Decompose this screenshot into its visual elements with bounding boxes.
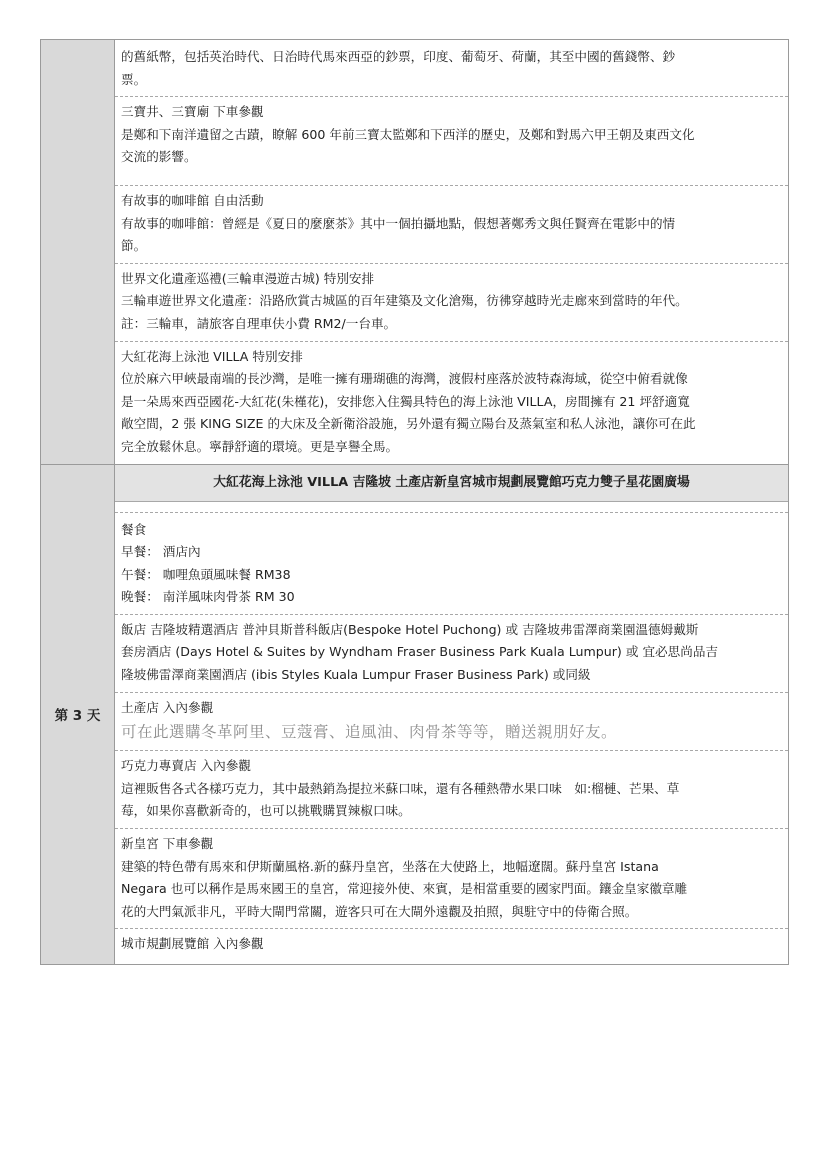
meals-section [115,513,788,615]
section-title: 有故事的咖啡館 自由活動 [121,192,264,208]
text-line: 有故事的咖啡館：曾經是《夏日的麼麼茶》其中一個拍攝地點，假想著鄭秀文與任賢齊在電影中的情 [121,215,676,231]
day-cell-previous [41,40,115,464]
text-line: 節。 [121,238,147,254]
section-title: 世界文化遺產巡禮(三輪車漫遊古城) 特別安排 [121,270,375,286]
section-title: 新皇宮 下車參觀 [121,836,214,852]
section-title: 三寶井、三寶廟 下車參觀 [121,104,264,120]
text-line: 敞空間，2 張 KING SIZE 的大床及全新衛浴設施，另外還有獨立陽台及蒸氣室和私人泳池，讓你可在此 [121,416,696,432]
sanbao-temple-section [115,97,788,186]
text-line: 這裡販售各式各樣巧克力，其中最熱銷為提拉米蘇口味，還有各種熱帶水果口味 如:榴槤、芒果、草 [121,780,680,796]
text-line: 註：三輪車，請旅客自理車伕小費 RM2/一台車。 [121,315,397,331]
divider [115,502,788,513]
text-line: 位於麻六甲峽最南端的長沙灣，是唯一擁有珊瑚礁的海灣，渡假村座落於波特森海域，從空中俯看就像 [121,371,688,387]
text-line: 花的大門氣派非凡，平時大閘門常關，遊客只可在大閘外遠觀及拍照，與駐守中的侍衛合照。 [121,903,638,919]
souvenir-shop-section [115,693,788,752]
text-line: 是鄭和下南洋遺留之古蹟，瞭解 600 年前三寶太監鄭和下西洋的歷史，及鄭和對馬六甲王朝及東西文化 [121,126,695,142]
text-line: 飯店 吉隆坡精選酒店 普沖貝斯普科飯店(Bespoke Hotel Puchong) 或 吉隆坡弗雷澤商業園溫德姆戴斯 [121,621,699,637]
story-cafe-section [115,186,788,264]
text-line: 套房酒店 (Days Hotel & Suites by Wyndham Fraser Business Park Kuala Lumpur) 或 宜必思尚品吉 [121,644,719,660]
section-title: 土產店 入內參觀 [121,699,214,715]
text-line: 隆坡佛雷澤商業園酒店 (ibis Styles Kuala Lumpur Fraser Business Park) 或同級 [121,667,591,683]
section-title: 城市規劃展覽館 入內參觀 [121,936,264,952]
text-line: 完全放鬆休息。寧靜舒適的環境。更是享譽全馬。 [121,438,399,454]
text-line: 是一朵馬來西亞國花-大紅花(朱槿花)，安排您入住獨具特色的海上泳池 VILLA，房間擁有 21 坪舒適寬 [121,393,690,409]
text-line: 三輪車遊世界文化遺產：沿路欣賞古城區的百年建築及文化滄殤，彷彿穿越時光走廊來到當時的年代。 [121,293,688,309]
souvenir-note: 可在此選購冬革阿里、豆蔻膏、追風油、肉骨茶等等，贈送親朋好友。 [121,723,618,742]
new-palace-section [115,829,788,929]
day-route-title: 大紅花海上泳池 VILLA 吉隆坡 土產店新皇宮城市規劃展覽館巧克力雙子星花園廣場 [115,465,788,502]
city-gallery-section [115,929,788,964]
day-label: 第 3 天 [54,708,101,725]
text-line: 建築的特色帶有馬來和伊斯蘭風格.新的蘇丹皇宮，坐落在大使路上，地幅遼闊。蘇丹皇宮 Istana [121,858,659,874]
trishaw-tour-section [115,264,788,342]
day-cell-3 [41,464,115,965]
villa-section [115,342,788,464]
old-currency-section [115,40,788,97]
text-line: Negara 也可以稱作是馬來國王的皇宮，常迎接外使、來賓，是相當重要的國家門面。鑲金皇家徽章雕 [121,881,688,897]
hotel-section [115,615,788,693]
meal-dinner: 晚餐： 南洋風味肉骨茶 RM 30 [121,589,295,605]
text-line: 交流的影響。 [121,149,197,165]
text-line: 票。 [121,71,147,87]
chocolate-shop-section [115,751,788,829]
meal-lunch: 午餐： 咖哩魚頭風味餐 RM38 [121,566,291,582]
day-content-previous [115,40,788,464]
text-line: 的舊紙幣，包括英治時代、日治時代馬來西亞的鈔票，印度、葡萄牙、荷蘭，其至中國的舊錢幣、鈔 [121,49,676,64]
section-title: 大紅花海上泳池 VILLA 特別安排 [121,348,303,364]
itinerary-table [40,39,789,965]
text-line: 莓，如果你喜歡新奇的，也可以挑戰購買辣椒口味。 [121,803,411,819]
day-content-3 [115,464,788,965]
section-title: 巧克力專賣店 入內參觀 [121,758,251,774]
meal-breakfast: 早餐： 酒店內 [121,544,201,560]
meals-heading: 餐食 [121,521,147,537]
